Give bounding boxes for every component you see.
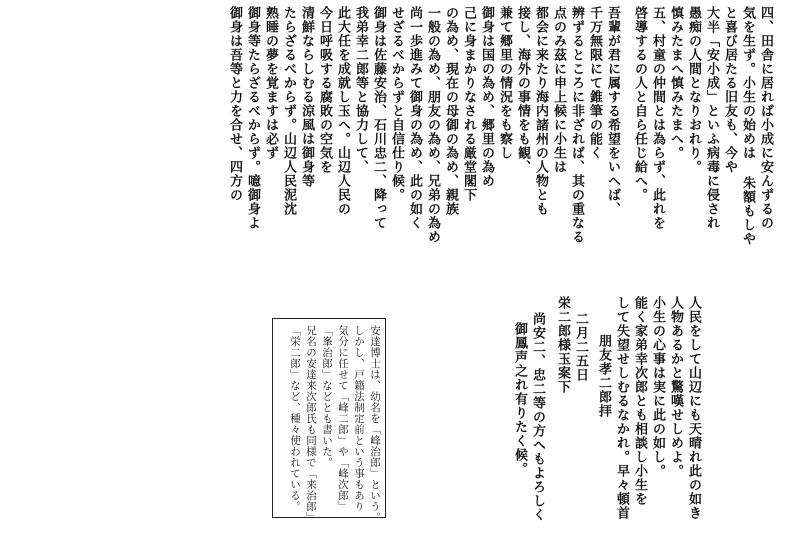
- upper-line-15: 兼て郷里の情況をも察し: [497, 6, 512, 160]
- upper-line-21: せざるべからずと自信仕り候。: [389, 6, 404, 202]
- signature-line: 朋友孝二郎拝: [596, 334, 611, 418]
- upper-line-26: 清鮮ならしむる涼風は御身等: [299, 6, 314, 188]
- lower-line-3: 小生の心事は実に此の如し。: [650, 296, 665, 478]
- upper-line-14: 接し、海外の事情をも観、: [515, 6, 530, 174]
- lower-line-5: して失望せしむるなかれ。早々頓首: [614, 296, 629, 520]
- upper-line-22: 御身は佐藤安治、石川忠二、降って: [371, 6, 386, 230]
- upper-line-5: 愚痴の人間となりおれり。: [686, 6, 701, 174]
- note-line-5: 兄名の安達来次郎氏も同様で「来治郎」: [305, 325, 317, 523]
- note-line-4: 「峯治郎」などとも書いた。: [321, 325, 333, 468]
- upper-line-7: 五、村童の仲間とは為らず、此れを: [650, 6, 665, 230]
- footnote-box: [272, 318, 386, 523]
- postscript-line-1: 尚安二、忠二等の方へもよろしく: [530, 312, 545, 522]
- upper-line-19: 一般の為め、朋友の為め、兄弟の為め: [425, 6, 440, 244]
- note-line-2: しかし、戸籍法制定前という事もあり: [353, 325, 365, 512]
- note-line-6: 「栄二郎」など、種々使われている。: [289, 325, 301, 512]
- upper-line-24: 此大任を成就し玉へ。山辺人民の: [335, 6, 350, 216]
- note-line-1: 安達博士は、幼名を「峰治郎」という。: [369, 325, 381, 523]
- upper-line-16: 御身は国の為め、郷里の為め: [479, 6, 494, 188]
- lower-line-1: 人民をして山辺にも天晴れ此の如き: [686, 296, 701, 520]
- lower-line-2: 人物あるかと驚嘆せしめよ。: [668, 296, 683, 478]
- note-line-3: 気分に任せて「峰二郎」や「峰次郎」: [337, 325, 349, 512]
- postscript-line-2: 御鳳声之れ有りたく候。: [512, 322, 527, 476]
- upper-line-6: 慎みたまへ慎みたまへ。: [668, 6, 683, 160]
- date-line: 二月二五日: [573, 312, 588, 382]
- upper-line-25: 今日呼吸する腐敗の空気を: [317, 6, 332, 174]
- upper-line-11: 辨ずるところに非ざれば、其の重なる: [569, 6, 584, 244]
- addressee-line: 栄二郎様玉案下: [555, 296, 570, 394]
- upper-line-13: 都会に来たり海内諸州の人物とも: [533, 6, 548, 216]
- upper-line-30: 御身は吾等と力を合せ、四方の: [227, 6, 242, 202]
- upper-line-27: たらざるべからず。山辺人民泥沈: [281, 6, 296, 216]
- lower-line-4: 能く家弟幸次郎とも相談し小生を: [632, 296, 647, 506]
- upper-line-17: 己に身まかりなされる厳堂閣下: [461, 6, 476, 202]
- upper-line-18: の為め、現在の母御の為め、親族: [443, 6, 458, 216]
- upper-line-29: 御身等たらざるべからず。噫御身よ: [245, 6, 260, 230]
- upper-line-3: と喜び居たる旧友も、今や: [722, 6, 737, 174]
- upper-line-10: 千万無限にて錐筆の能く: [587, 6, 602, 160]
- upper-line-12: 点のみ茲に申上候に小生は: [551, 6, 566, 174]
- upper-line-4: 大半「安小成」といふ病毒に侵され: [704, 6, 719, 230]
- upper-line-28: 熟睡の夢を覚ますは必ず: [263, 6, 278, 160]
- upper-line-2: 気を生ず。小生の始めは 朱額もしや: [740, 6, 755, 246]
- upper-line-20: 尚一歩進みて御身の為め、此の如く: [407, 6, 422, 230]
- upper-line-23: 我弟幸二郎等と協力して、: [353, 6, 368, 174]
- upper-line-1: 四、田舎に居れば小成に安んずるの: [758, 6, 773, 230]
- upper-line-8: 啓導するの人と自ら任じ給へ。: [632, 6, 647, 202]
- upper-line-9: 吾輩が君に属する希望をいへば、: [605, 6, 620, 216]
